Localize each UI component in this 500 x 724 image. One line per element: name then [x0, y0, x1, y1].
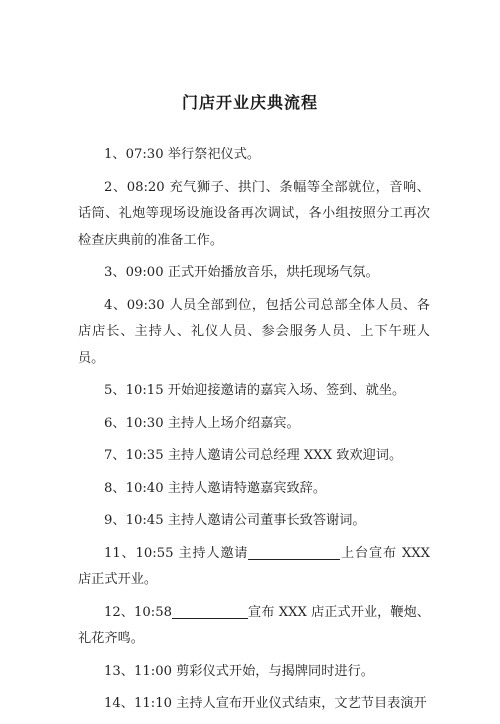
item-text-before-blank: 12、10:58 — [104, 604, 173, 620]
list-item: 2、08:20 充气狮子、拱门、条幅等全部就位，音响、话筒、礼炮等现场设施设备再次调试，各小组按照分工再次检查庆典前的准备工作。 — [78, 179, 430, 248]
fill-in-blank — [172, 602, 248, 619]
list-item — [78, 600, 430, 653]
list-item: 7、10:35 主持人邀请公司总经理 XXX 致欢迎词。 — [104, 448, 403, 463]
document-body — [78, 142, 430, 724]
list-item: 4、09:30 人员全部到位，包括公司总部全体人员、各店店长、主持人、礼仪人员、参会服务人员、上下午班人员。 — [78, 297, 430, 366]
item-text-after-blank: 宣布 XXX 店正式开业，鞭炮、礼花齐鸣。 — [78, 604, 430, 646]
list-item — [78, 541, 430, 594]
item-text-before-blank: 11、10:55 主持人邀请 — [104, 545, 249, 561]
list-item: 8、10:40 主持人邀请特邀嘉宾致辞。 — [104, 480, 327, 496]
fill-in-blank — [248, 543, 340, 560]
list-item: 14、11:10 主持人宣布开业仪式结束，文艺节目表演开 — [104, 696, 427, 711]
list-item: 5、10:15 开始迎接邀请的嘉宾入场、签到、就坐。 — [104, 383, 406, 398]
list-item: 9、10:45 主持人邀请公司董事长致答谢词。 — [104, 513, 366, 528]
list-item: 1、07:30 举行祭祀仪式。 — [104, 147, 261, 162]
list-item: 3、09:00 正式开始播放音乐，烘托现场气氛。 — [104, 265, 379, 280]
list-item: 6、10:30 主持人上场介绍嘉宾。 — [104, 415, 300, 431]
item-text-after-blank: 上台宣布 XXX 店正式开业。 — [78, 545, 430, 587]
document-title: 门店开业庆典流程 — [181, 93, 318, 112]
list-item: 13、11:00 剪彩仪式开始，与揭牌同时进行。 — [104, 663, 374, 679]
